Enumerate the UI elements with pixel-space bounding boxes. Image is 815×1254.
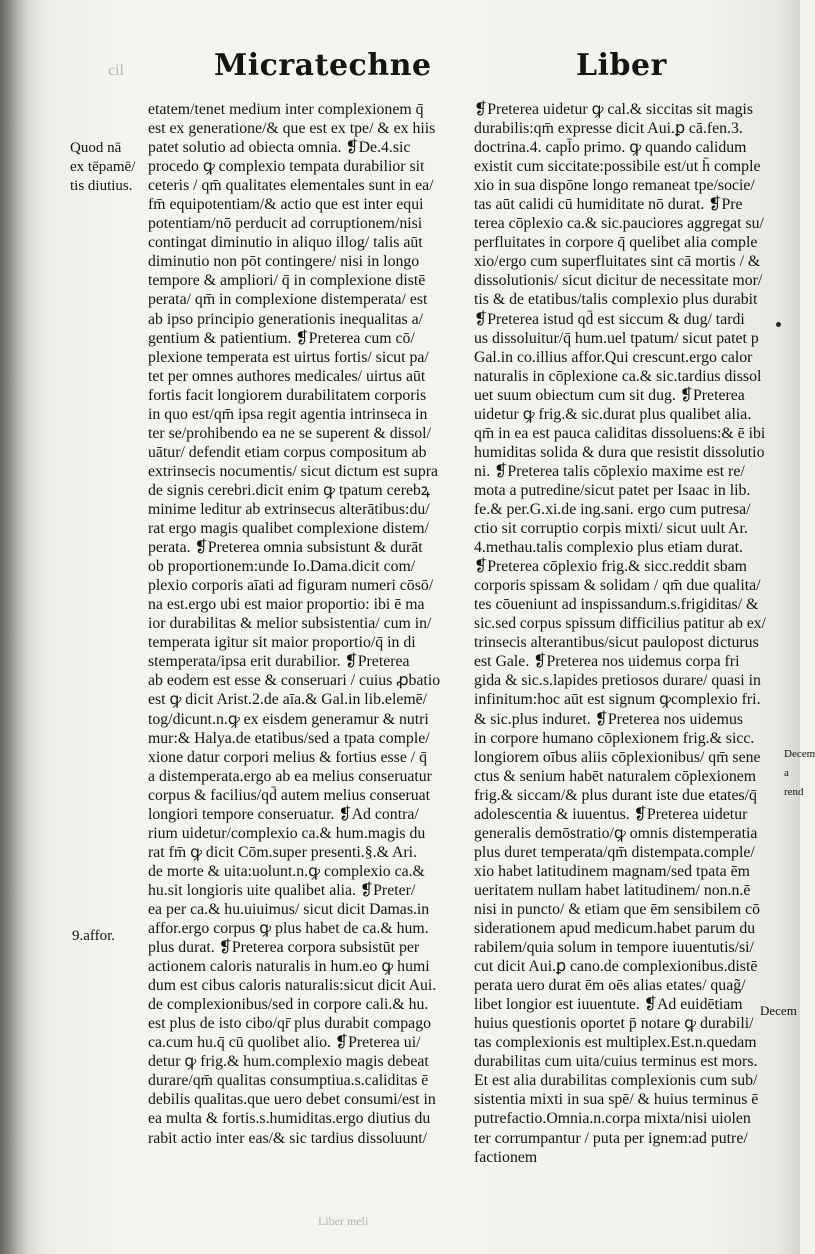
text-line: durabilis:qm̄ expresse dicit Aui.ꝑ cā.fen.3.	[474, 120, 743, 138]
text-line: uet suum obiectum cum sit dug. ❡Preterea	[474, 386, 745, 404]
text-line: plexione temperata est uirtus fortis/ sicut pa/	[148, 348, 429, 366]
marginal-line: tis diutius.	[70, 178, 133, 195]
marginal-note-right: Decem	[760, 1003, 797, 1018]
text-line: in corpore humano cōplexionem frig.& sicc.	[474, 729, 755, 747]
text-line: ea multa & fortis.s.humiditas.ergo diutius du	[148, 1110, 431, 1128]
text-line: putrefactio.Omnia.n.corpa mixta/nisi uiolen	[474, 1110, 751, 1128]
text-line: tog/dicunt.n.ꝙ ex eisdem generamur & nutri	[148, 710, 429, 728]
text-line: in quo est/qm̄ ipsa regit agentia intrinseca in	[148, 405, 428, 423]
text-line: est ex generatione/& que est ex tpe/ & ex hiis	[148, 120, 436, 138]
text-line: doctrina.4. capl̄o primo. ꝙ quando calidum	[474, 139, 747, 157]
marginal-line: Decem	[784, 748, 815, 760]
text-line: ab ipso principio generationis inequalitas a/	[148, 310, 424, 328]
text-column-right	[474, 100, 766, 1167]
text-line: cut dicit Aui.ꝑ cano.de complexionibus.distē	[474, 958, 758, 976]
text-line: est plus de isto cibo/qr̄ plus durabit compago	[148, 1015, 431, 1033]
text-line: stemperata/ipsa erit durabilior. ❡Preterea	[148, 653, 410, 671]
text-line: 4.methau.talis complexio plus etiam durat.	[474, 539, 743, 557]
text-line: procedo ꝙ complexio tempata durabilior sit	[148, 158, 425, 176]
text-line: xione datur corpori melius & fortius esse / q̄	[148, 748, 428, 766]
text-line: ob proportionem:unde Io.Dama.dicit com/	[148, 558, 416, 576]
text-line: sistentia mixti in sua spē/ & huius terminus ē	[474, 1091, 759, 1109]
text-line: factionem	[474, 1148, 538, 1166]
ink-mark	[776, 322, 781, 327]
footer-bleed-text: Liber meli	[318, 1214, 369, 1228]
text-line: nisi in puncto/ & etiam que ēm sensibilem cō	[474, 900, 761, 918]
gutter-shadow	[0, 0, 28, 1254]
text-line: siderationem apud medicum.habet parum du	[474, 920, 756, 938]
text-line: frig.& siccam/& plus durant iste due etates/q̄	[474, 786, 757, 804]
text-line: infinitum:hoc aūt est signum ꝙcomplexio fri.	[474, 691, 761, 709]
text-line: tas complexionis est multiplex.Est.n.quedam	[474, 1034, 757, 1052]
text-line: detur ꝙ frig.& hum.complexio magis debeat	[148, 1053, 429, 1071]
text-line: contingat diminutio in aliquo illog/ talis aūt	[148, 234, 423, 252]
marginal-note-edge	[784, 746, 815, 803]
marginal-line: rend	[784, 786, 804, 799]
text-line: mota a putredine/sicut patet per Isaac in lib.	[474, 481, 751, 499]
text-line: us dissoluitur/q̄ hum.uel tpatum/ sicut patet p	[474, 329, 759, 347]
text-line: huius questionis oportet p̄ notare ꝙ durabili/	[474, 1015, 754, 1033]
text-line: ❡Preterea uidetur ꝙ cal.& siccitas sit magis	[474, 101, 754, 118]
text-line: ter se/prohibendo ea ne se superent & dissol/	[148, 424, 431, 442]
text-line: extrinsecis nocumentis/ sicut dictum est supra	[148, 462, 438, 480]
text-line: corporis spissam & solidam / qm̄ due qualita/	[474, 577, 761, 595]
text-line: na est.ergo ubi est maior proportio: ibi ē ma	[148, 596, 425, 614]
text-line: durare/qm̄ qualitas consumptiua.s.caliditas ē	[148, 1072, 429, 1090]
text-line: uātur/ defendit etiam corpus compositum ab	[148, 443, 427, 461]
text-line: ca.cum hu.q̄ cū quolibet alio. ❡Preterea ui/	[148, 1034, 421, 1052]
text-line: gida & sic.s.lapides pretiosos durare/ quasi in	[474, 672, 761, 690]
text-line: a distemperata.ergo ab ea melius conseruatur	[148, 767, 432, 785]
text-line: tas aūt calidi cū humiditate nō durat. ❡Pre	[474, 196, 743, 214]
running-head-right: Liber	[576, 48, 667, 83]
text-line: longiori tempore conseruatur. ❡Ad contra/	[148, 805, 419, 823]
marginal-line: ex tēpamē/	[70, 159, 136, 176]
marginal-note-bottom: 9.affor.	[72, 928, 116, 944]
text-line: ni. ❡Preterea talis cōplexio maxime est re/	[474, 462, 745, 480]
text-line: ea per ca.& hu.uiuimus/ sicut dicit Damas.in	[148, 900, 430, 918]
marginal-note-top	[70, 140, 135, 197]
text-line: trinsecis alterantibus/sicut paulopost dicturus	[474, 634, 759, 652]
text-line: rium uidetur/complexio ca.& hum.magis du	[148, 824, 426, 842]
text-line: libet longior est iuuentute. ❡Ad euidētiam	[474, 996, 743, 1014]
text-line: ior durabilitas & melior subsistentia/ cum in/	[148, 615, 432, 633]
text-line: humiditas solida & dura que resistit dissolutio	[474, 443, 765, 461]
text-line: rabit actio inter eas/& sic tardius dissoluunt/	[148, 1129, 428, 1147]
text-line: diminutio non pōt contingere/ nisi in longo	[148, 253, 420, 271]
marginal-line: Quod nā	[70, 140, 122, 156]
text-line: ❡Preterea cōplexio frig.& sicc.reddit sbam	[474, 558, 747, 576]
text-line: tempore & ampliori/ q̄ in complexione distē	[148, 272, 426, 290]
text-line: sic.sed corpus spissum difficilius patitur ab ex/	[474, 615, 766, 633]
text-line: plexio corporis aīati ad figuram numeri cōsō/	[148, 577, 434, 595]
text-line: xio habet latitudinem magnam/sed tpata ēm	[474, 862, 750, 880]
text-line: perata/ qm̄ in complexione distemperata/ est	[148, 291, 428, 309]
text-line: ab eodem est esse & conseruari / cuius ꝓbatio	[148, 672, 441, 690]
text-line: ceteris / qm̄ qualitates elementales sunt in ea/	[148, 177, 434, 195]
text-line: plus duret temperata/qm̄ distempata.comple/	[474, 843, 755, 861]
marginal-line: a	[784, 767, 789, 780]
text-line: corpus & facilius/qd̄ autem melius conseruat	[148, 786, 431, 804]
text-line: potentiam/nō perducit ad corruptionem/nisi	[148, 215, 423, 233]
text-line: ueritatem nullam habet latitudinem/ non.n.ē	[474, 881, 751, 899]
text-line: patet solutio ad obiecta omnia. ❡De.4.sic	[148, 139, 411, 157]
text-line: perfluitates in corpore q̄ quelibet alia comple	[474, 234, 758, 252]
text-line: dum est cibus caloris naturalis:sicut dicit Aui.	[148, 977, 437, 995]
text-line: tes cōueniunt ad inspissandum.s.frigiditas/ &	[474, 596, 759, 614]
text-line: qm̄ in ea est pauca caliditas dissoluens:& ē ibi	[474, 424, 766, 442]
text-line: perata. ❡Preterea omnia subsistunt & durāt	[148, 539, 423, 557]
text-line: est Gale. ❡Preterea nos uidemus corpa fri	[474, 653, 740, 671]
text-line: actionem caloris naturalis in hum.eo ꝙ humi	[148, 958, 430, 976]
text-line: tet per omnes authores medicales/ uirtus aūt	[148, 367, 426, 385]
text-line: durabilitas cum uita/cuius terminus est mors.	[474, 1053, 758, 1071]
text-line: rat fm̄ ꝙ dicit Cōm.super presenti.§.& Ari.	[148, 843, 417, 861]
text-line: est ꝙ dicit Arist.2.de aīa.& Gal.in lib.elemē/	[148, 691, 428, 709]
text-line: fortis facit longiorem durabilitatem corporis	[148, 386, 427, 404]
text-line: tis & de etatibus/talis complexio plus durabit	[474, 291, 758, 309]
text-line: dissolutionis/ sicut dicitur de necessitate mor/	[474, 272, 763, 290]
text-line: debilis qualitas.que uero debet consumi/est in	[148, 1091, 436, 1109]
text-line: xio in sua dispōne longo remaneat tpe/socie/	[474, 177, 755, 195]
running-head-left: Micratechne	[214, 48, 432, 83]
text-line: rabilem/quia solum in tempore iuuentutis/si/	[474, 939, 754, 957]
text-line: Gal.in co.illius affor.Qui crescunt.ergo calor	[474, 348, 753, 366]
text-line: de morte & uita:uolunt.n.ꝙ complexio ca.&	[148, 862, 425, 880]
text-column-left	[148, 100, 460, 1148]
text-line: minime leditur ab extrinsecus alterātibus:du/	[148, 500, 430, 518]
text-line: ❡Preterea istud qd̄ est siccum & dug/ tardi	[474, 310, 745, 328]
text-line: temperata igitur sit maior proportio/q̄ in di	[148, 634, 416, 652]
bleed-through-text: cil	[108, 62, 124, 79]
text-line: terea cōplexio ca.& sic.pauciores aggregat su/	[474, 215, 764, 233]
text-line: mur:& Halya.de etatibus/sed a tpata comple/	[148, 729, 430, 747]
text-line: plus durat. ❡Preterea corpora subsistūt per	[148, 939, 420, 957]
text-line: ctio sit corruptio corpis mixti/ sicut uult Ar.	[474, 520, 748, 538]
text-line: longiorem oībus aliis cōplexionibus/ qm̄ sene	[474, 748, 761, 766]
text-line: naturalis in cōplexione ca.& sic.tardius dissol	[474, 367, 762, 385]
text-line: adolescentia & iuuentus. ❡Preterea uidetur	[474, 805, 748, 823]
text-line: xio/ergo cum superfluitates sint cā mortis / &	[474, 253, 761, 271]
text-line: de complexionibus/sed in corpore cali.& hu.	[148, 996, 429, 1014]
text-line: rat ergo magis qualibet complexione distem/	[148, 520, 429, 538]
text-line: hu.sit longioris uite qualibet alia. ❡Preter/	[148, 881, 416, 899]
text-line: gentium & patientium. ❡Preterea cum cō/	[148, 329, 415, 347]
text-line: ter corrumpantur / puta per ignem:ad putre/	[474, 1129, 748, 1147]
text-line: generalis demōstratio/ꝙ omnis distemperatia	[474, 824, 758, 842]
text-line: ctus & senium habēt naturalem cōplexionem	[474, 767, 757, 785]
text-line: affor.ergo corpus ꝙ plus habet de ca.& hum.	[148, 920, 429, 938]
text-line: etatem/tenet medium inter complexionem q̄	[148, 101, 424, 118]
text-line: uidetur ꝙ frig.& sic.durat plus qualibet alia.	[474, 405, 752, 423]
text-line: fe.& per.G.xi.de ing.sani. ergo cum putresa/	[474, 500, 751, 518]
text-line: Et est alia durabilitas complexionis cum sub/	[474, 1072, 758, 1090]
text-line: perata uero durat ēm oēs alias etates/ quag̃/	[474, 977, 746, 995]
text-line: de signis cerebri.dicit enim ꝙ tpatum cerebꝝ	[148, 481, 430, 499]
text-line: fm̄ equipotentiam/& actio que est inter equi	[148, 196, 424, 214]
text-line: existit cum siccitate:possibile est/ut h̄ comple	[474, 158, 761, 176]
text-line: & sic.plus induret. ❡Preterea nos uidemus	[474, 710, 744, 728]
